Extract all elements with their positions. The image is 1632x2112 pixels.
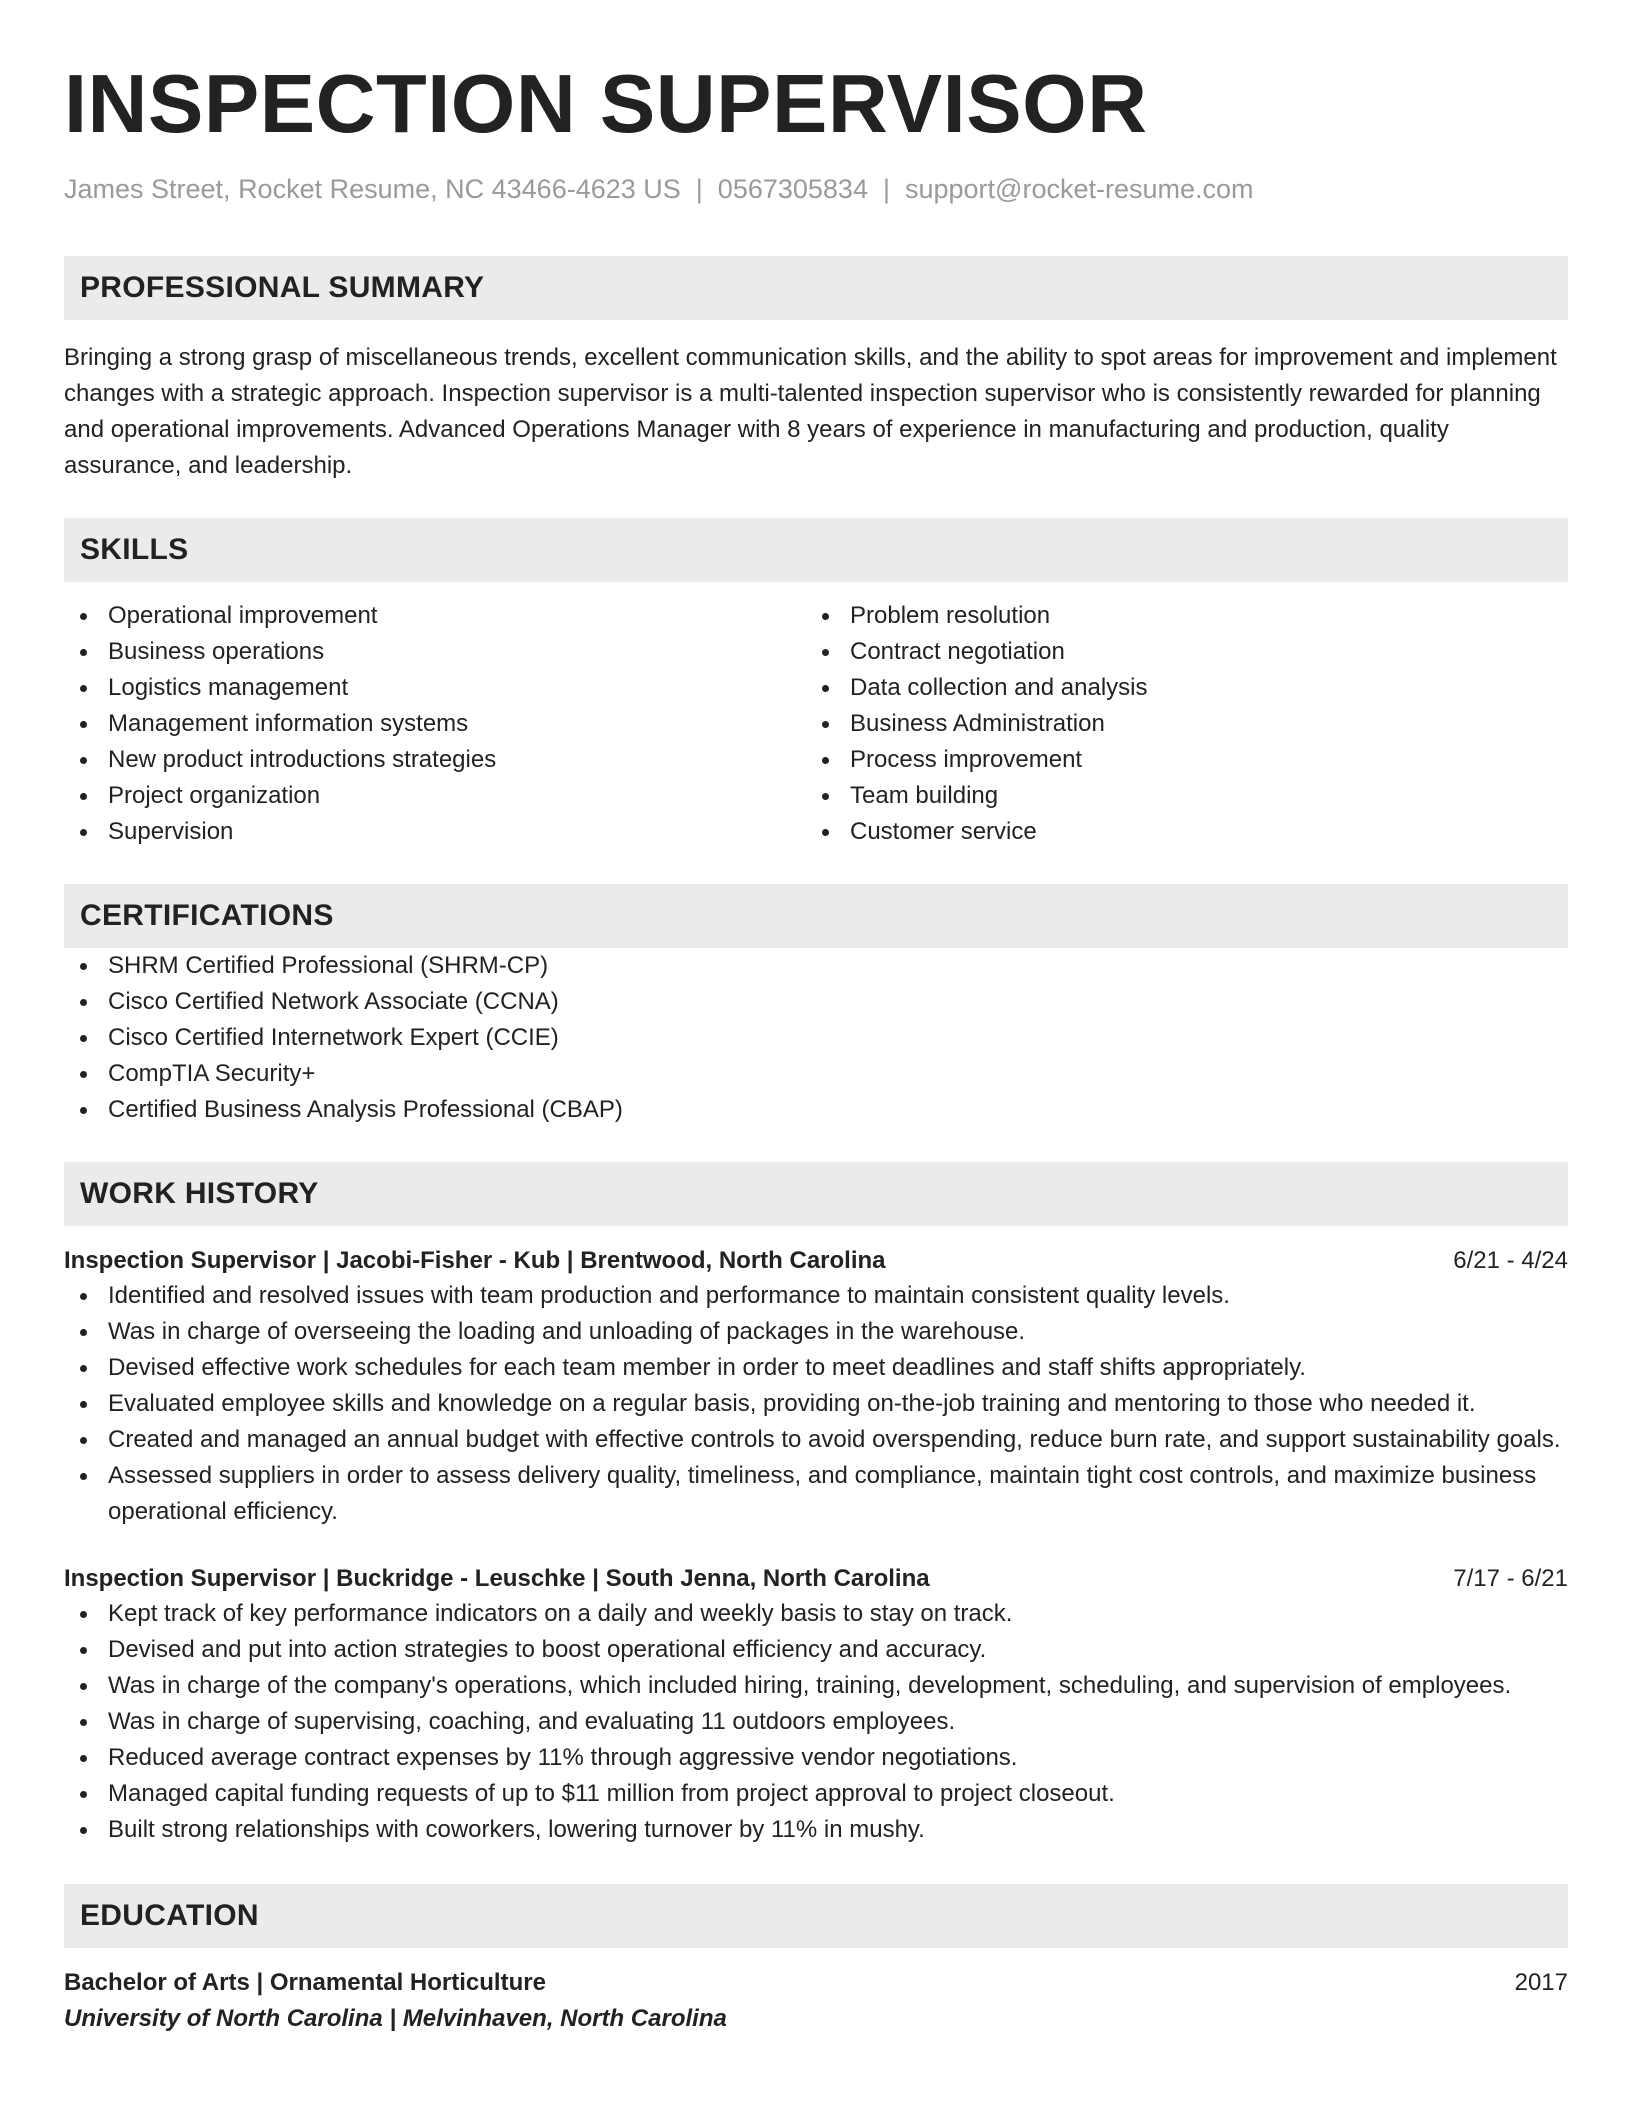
skill-item: Business Administration <box>806 706 1548 742</box>
contact-address: James Street, Rocket Resume, NC 43466-4623 US <box>64 174 681 204</box>
skill-item: Contract negotiation <box>806 634 1548 670</box>
certifications-list <box>64 948 1568 1128</box>
summary-text: Bringing a strong grasp of miscellaneous trends, excellent communication skills, and the ability to spot areas for improvement and implement changes with a strategic approach. Inspection supervisor is a multi-talented inspection supervisor who is consistently rewarded for planning and operational improvements. Advanced Operations Manager with 8 years of experience in manufacturing and production, quality assurance, and leadership. <box>64 344 1557 479</box>
job-title: Inspection Supervisor | Buckridge - Leuschke | South Jenna, North Carolina <box>64 1565 930 1592</box>
skills-column-right <box>806 598 1548 850</box>
skill-item: New product introductions strategies <box>64 742 806 778</box>
job-bullet: Devised and put into action strategies to boost operational efficiency and accuracy. <box>64 1632 1568 1668</box>
contact-phone: 0567305834 <box>717 174 868 204</box>
skills-grid <box>64 598 1568 850</box>
job-header <box>64 1562 1568 1596</box>
skill-item: Process improvement <box>806 742 1548 778</box>
job-bullet-list <box>64 1596 1568 1848</box>
certification-item: SHRM Certified Professional (SHRM-CP) <box>64 948 1568 984</box>
job-bullet: Reduced average contract expenses by 11% through aggressive vendor negotiations. <box>64 1740 1568 1776</box>
skill-item: Logistics management <box>64 670 806 706</box>
education-degree: Bachelor of Arts | Ornamental Horticulture <box>64 1969 546 1996</box>
job-bullet: Built strong relationships with coworkers, lowering turnover by 11% in mushy. <box>64 1812 1568 1848</box>
job-bullet: Was in charge of the company's operations, which included hiring, training, development, scheduling, and supervision of employees. <box>64 1668 1568 1704</box>
education-school: University of North Carolina | Melvinhaven, North Carolina <box>64 2005 727 2032</box>
education-header <box>64 1966 1568 2000</box>
section-heading-summary: PROFESSIONAL SUMMARY <box>64 256 1568 320</box>
skill-item: Project organization <box>64 778 806 814</box>
contact-email: support@rocket-resume.com <box>904 174 1254 204</box>
certification-item: Cisco Certified Internetwork Expert (CCIE) <box>64 1020 1568 1056</box>
job-bullet: Identified and resolved issues with team production and performance to maintain consistent quality levels. <box>64 1278 1568 1314</box>
resume-name: INSPECTION SUPERVISOR <box>64 57 1148 150</box>
contact-separator: | <box>695 174 703 204</box>
contact-line <box>64 172 1568 206</box>
section-heading-skills: SKILLS <box>64 518 1568 582</box>
skill-item: Operational improvement <box>64 598 806 634</box>
skill-item: Problem resolution <box>806 598 1548 634</box>
job-dates: 6/21 - 4/24 <box>1453 1247 1568 1274</box>
education-year: 2017 <box>1514 1969 1568 1996</box>
skill-item: Customer service <box>806 814 1548 850</box>
job-header <box>64 1244 1568 1278</box>
skills-column-left <box>64 598 806 850</box>
skill-item: Team building <box>806 778 1548 814</box>
skill-item: Data collection and analysis <box>806 670 1548 706</box>
job-bullet: Kept track of key performance indicators on a daily and weekly basis to stay on track. <box>64 1596 1568 1632</box>
job-bullet: Managed capital funding requests of up to $11 million from project approval to project closeout. <box>64 1776 1568 1812</box>
job-bullet: Assessed suppliers in order to assess delivery quality, timeliness, and compliance, maintain tight cost controls, and maximize business operational efficiency. <box>64 1458 1568 1530</box>
job-bullet: Evaluated employee skills and knowledge on a regular basis, providing on-the-job training and mentoring to those who needed it. <box>64 1386 1568 1422</box>
section-heading-work-history: WORK HISTORY <box>64 1162 1568 1226</box>
job-bullet: Was in charge of supervising, coaching, and evaluating 11 outdoors employees. <box>64 1704 1568 1740</box>
section-heading-education: EDUCATION <box>64 1884 1568 1948</box>
job-bullet-list <box>64 1278 1568 1530</box>
skill-item: Business operations <box>64 634 806 670</box>
certification-item: Certified Business Analysis Professional (CBAP) <box>64 1092 1568 1128</box>
job-bullet: Created and managed an annual budget with effective controls to avoid overspending, reduce burn rate, and support sustainability goals. <box>64 1422 1568 1458</box>
job-bullet: Devised effective work schedules for each team member in order to meet deadlines and staff shifts appropriately. <box>64 1350 1568 1386</box>
skill-item: Supervision <box>64 814 806 850</box>
job-dates: 7/17 - 6/21 <box>1453 1565 1568 1592</box>
skill-item: Management information systems <box>64 706 806 742</box>
job-bullet: Was in charge of overseeing the loading and unloading of packages in the warehouse. <box>64 1314 1568 1350</box>
certification-item: Cisco Certified Network Associate (CCNA) <box>64 984 1568 1020</box>
job-title: Inspection Supervisor | Jacobi-Fisher - Kub | Brentwood, North Carolina <box>64 1247 886 1274</box>
contact-separator: | <box>882 174 890 204</box>
section-heading-certifications: CERTIFICATIONS <box>64 884 1568 948</box>
certification-item: CompTIA Security+ <box>64 1056 1568 1092</box>
